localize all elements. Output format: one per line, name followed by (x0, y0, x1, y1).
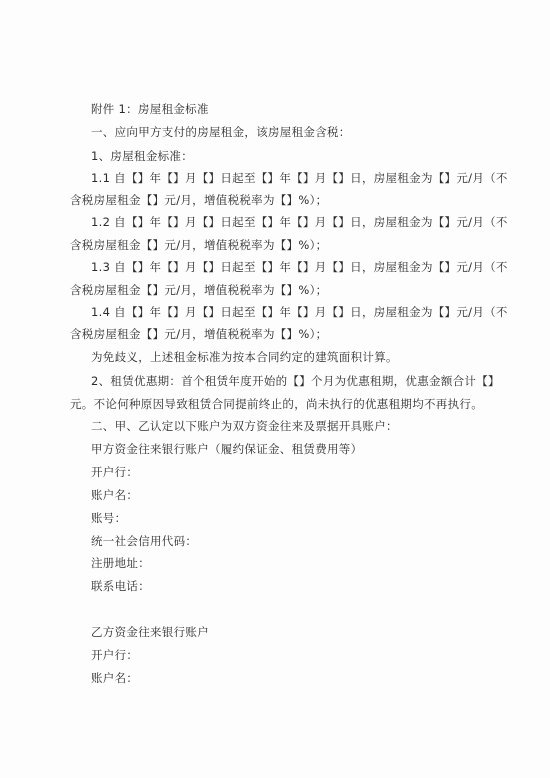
discount-line-2: 元。不论何种原因导致租赁合同提前终止的，尚未执行的优惠租期均不再执行。 (70, 397, 483, 411)
section-one-heading: 一、应向甲方支付的房屋租金，该房屋租金含税： (91, 125, 351, 139)
rent-item-3-line-1: 1.3 自【】年【】月【】日起至【】年【】月【】日，房屋租金为【】元/月（不 (91, 260, 508, 274)
party-b-account-title: 乙方资金往来银行账户 (91, 625, 209, 639)
rent-item-1-line-2: 含税房屋租金【】元/月，增值税税率为【】%）； (70, 193, 328, 207)
party-a-credit-code-field: 统一社会信用代码： (91, 534, 198, 548)
discount-line-1: 2、租赁优惠期：首个租赁年度开始的【】个月为优惠租期，优惠金额合计【】 (91, 374, 500, 388)
party-a-account-title: 甲方资金往来银行账户（履约保证金、租赁费用等） (91, 442, 363, 456)
rent-item-4-line-1: 1.4 自【】年【】月【】日起至【】年【】月【】日，房屋租金为【】元/月（不 (91, 305, 508, 319)
party-a-bank-field: 开户行： (91, 465, 139, 479)
party-a-address-field: 注册地址： (91, 556, 150, 570)
party-b-account-name-field: 账户名： (91, 671, 139, 685)
rent-item-1-line-1: 1.1 自【】年【】月【】日起至【】年【】月【】日，房屋租金为【】元/月（不 (91, 171, 508, 185)
rent-item-3-line-2: 含税房屋租金【】元/月，增值税税率为【】%）； (70, 283, 328, 297)
party-a-account-name-field: 账户名： (91, 488, 139, 502)
area-note: 为免歧义，上述租金标准为按本合同约定的建筑面积计算。 (91, 350, 398, 364)
party-a-account-number-field: 账号： (91, 511, 127, 525)
attachment-title: 附件 1：房屋租金标准 (91, 102, 209, 116)
rent-standard-heading: 1、房屋租金标准： (91, 149, 194, 163)
party-b-bank-field: 开户行： (91, 648, 139, 662)
rent-item-2-line-2: 含税房屋租金【】元/月，增值税税率为【】%）； (70, 238, 328, 252)
rent-item-4-line-2: 含税房屋租金【】元/月，增值税税率为【】%）； (70, 327, 328, 341)
rent-item-2-line-1: 1.2 自【】年【】月【】日起至【】年【】月【】日，房屋租金为【】元/月（不 (91, 215, 508, 229)
section-two-heading: 二、甲、乙认定以下账户为双方资金往来及票据开具账户： (91, 419, 398, 433)
party-a-phone-field: 联系电话： (91, 579, 150, 593)
